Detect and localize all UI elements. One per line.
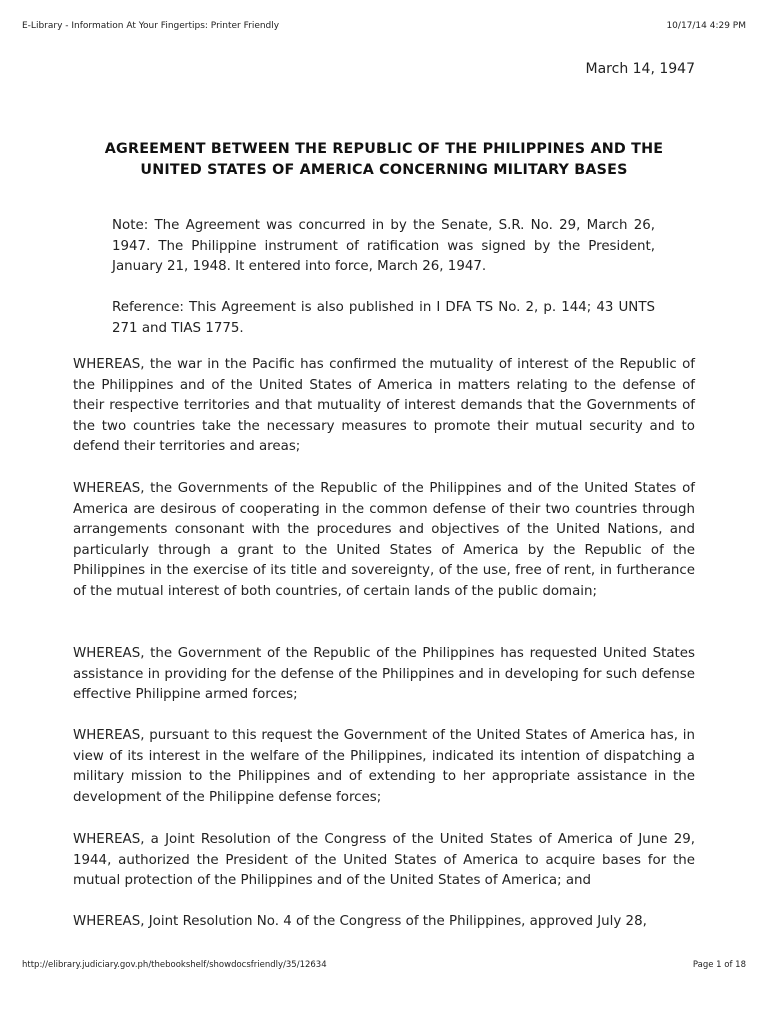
ratification-note: Note: The Agreement was concurred in by the Senate, S.R. No. 29, March 26, 1947. The Philippine instrument of ratification was signed by the President, January 21, 1948. It entered into force, March 26, 1947. [112, 218, 655, 274]
whereas-paragraph: WHEREAS, pursuant to this request the Government of the United States of America has, in view of its interest in the welfare of the Philippines, indicated its intention of dispatching a military mission to the Philippines and of extending to her appropriate assistance in the development of the Philippine defense forces; [73, 728, 695, 805]
document-title: AGREEMENT BETWEEN THE REPUBLIC OF THE PHILIPPINES AND THE UNITED STATES OF AMERICA CONCERNING MILITARY BASES [104, 141, 664, 178]
print-header-title: E-Library - Information At Your Fingertips: Printer Friendly [22, 21, 280, 31]
page-number: Page 1 of 18 [692, 960, 746, 970]
print-header-timestamp: 10/17/14 4:29 PM [666, 21, 746, 31]
print-header [22, 21, 746, 35]
document-date: March 14, 1947 [585, 61, 695, 77]
whereas-paragraph: WHEREAS, the Governments of the Republic of the Philippines and of the United States of America are desirous of cooperating in the common defense of their two countries through arrangements consonant with the procedures and objectives of the United Nations, and particularly through a grant to the United States of America by the Republic of the Philippines in the exercise of its title and sovereignty, of the use, free of rent, in furtherance of the mutual interest of both countries, of certain lands of the public domain; [73, 481, 695, 599]
source-url-link[interactable]: http://elibrary.judiciary.gov.ph/thebookshelf/showdocsfriendly/35/12634 [22, 960, 327, 970]
whereas-paragraph: WHEREAS, Joint Resolution No. 4 of the Congress of the Philippines, approved July 28, [73, 914, 647, 929]
reference-note: Reference: This Agreement is also published in I DFA TS No. 2, p. 144; 43 UNTS 271 and TIAS 1775. [112, 300, 655, 336]
whereas-paragraph: WHEREAS, the Government of the Republic of the Philippines has requested United States assistance in providing for the defense of the Philippines and in developing for such defense effective Philippine armed forces; [73, 646, 695, 702]
whereas-paragraph: WHEREAS, the war in the Pacific has confirmed the mutuality of interest of the Republic of the Philippines and of the United States of America in matters relating to the defense of their respective territories and that mutuality of interest demands that the Governments of the two countries take the necessary measures to promote their mutual security and to defend their territories and areas; [73, 357, 695, 454]
whereas-paragraph: WHEREAS, a Joint Resolution of the Congress of the United States of America of June 29, 1944, authorized the President of the United States of America to acquire bases for the mutual protection of the Philippines and of the United States of America; and [73, 832, 695, 888]
